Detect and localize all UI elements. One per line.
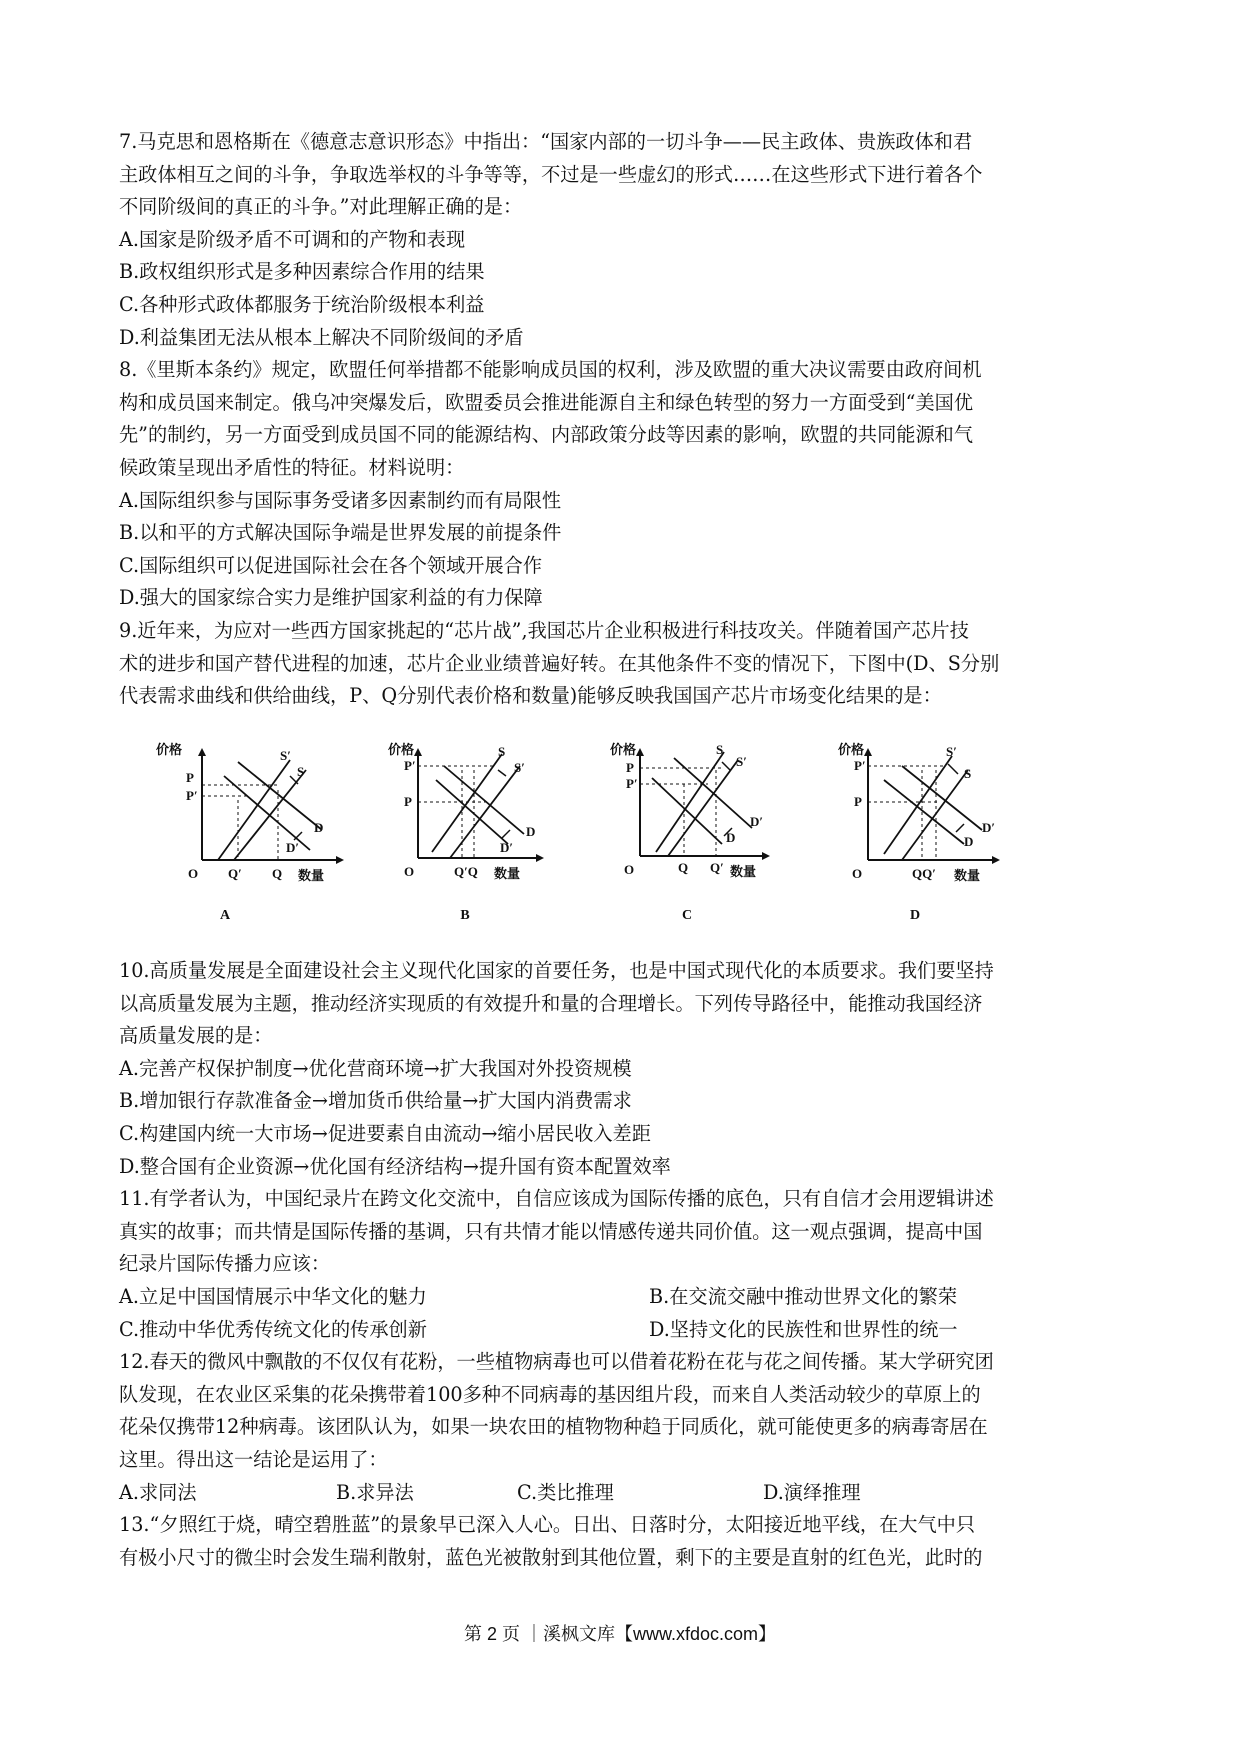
option-d: D.利益集团无法从根本上解决不同阶级间的矛盾 — [119, 325, 524, 349]
quantity-label: Q′Q — [454, 864, 478, 879]
question-text: 10.高质量发展是全面建设社会主义现代化国家的首要任务，也是中国式现代化的本质要求。我们要坚持 — [119, 959, 994, 982]
figure-caption: A — [219, 908, 231, 923]
y-axis-label: 价格 — [156, 743, 183, 758]
y-axis-label: 价格 — [388, 743, 415, 758]
figure-c — [612, 740, 812, 930]
curve-label: S — [498, 744, 506, 759]
x-axis-label: 数量 — [954, 869, 981, 884]
question-8 — [119, 354, 1119, 615]
origin-label: O — [852, 866, 863, 881]
question-7 — [119, 126, 1119, 354]
curve-label: D — [526, 824, 536, 839]
question-text: 9.近年来，为应对一些西方国家挑起的“芯片战”,我国芯片企业积极进行科技攻关。伴随着国产芯片技 — [119, 618, 969, 642]
figure-caption: B — [460, 908, 470, 923]
question-13 — [119, 1509, 1119, 1574]
figure-b-graph — [390, 740, 590, 910]
option-b: B.政权组织形式是多种因素综合作用的结果 — [119, 260, 485, 284]
curve-label: S′ — [946, 744, 957, 759]
question-text: 13.“夕照红于烧，晴空碧胜蓝”的景象早已深入人心。日出、日落时分，太阳接近地平线，在大气中只 — [119, 1513, 976, 1537]
question-text: 代表需求曲线和供给曲线，P、Q分别代表价格和数量)能够反映我国国产芯片市场变化结果的是： — [119, 684, 942, 708]
x-axis-label: 数量 — [494, 867, 521, 882]
option-c: C.类比推理 — [517, 1480, 614, 1504]
question-12 — [119, 1346, 1119, 1509]
curve-label: S′ — [736, 754, 747, 769]
question-10 — [119, 955, 1119, 1183]
question-9 — [119, 615, 1119, 713]
question-text: 12.春天的微风中飘散的不仅仅有花粉，一些植物病毒也可以借着花粉在花与花之间传播。某大学研究团 — [119, 1350, 994, 1374]
curve-label: D — [726, 830, 736, 845]
question-text: 有极小尺寸的微尘时会发生瑞利散射，蓝色光被散射到其他位置，剩下的主要是直射的红色光，此时的 — [119, 1545, 983, 1569]
question-text: 候政策呈现出矛盾性的特征。材料说明： — [119, 455, 465, 479]
question-text: 构和成员国来制定。俄乌冲突爆发后，欧盟委员会推进能源自主和绿色转型的努力一方面受到“美国优 — [119, 390, 974, 414]
option-c: C.国际组织可以促进国际社会在各个领域开展合作 — [119, 553, 543, 577]
figure-a — [150, 740, 350, 930]
quantity-label: Q — [272, 866, 283, 881]
question-11 — [119, 1183, 1119, 1346]
curve-label: D — [314, 820, 324, 835]
question-text: 11.有学者认为，中国纪录片在跨文化交流中，自信应该成为国际传播的底色，只有自信才会用逻辑讲述 — [119, 1187, 994, 1211]
price-label: P — [186, 770, 194, 785]
option-c: C.各种形式政体都服务于统治阶级根本利益 — [119, 292, 485, 316]
supply-demand-figures — [150, 740, 1110, 930]
figure-d — [840, 740, 1040, 930]
curve-label: D′ — [982, 820, 996, 835]
question-text: 花朵仅携带12种病毒。该团队认为，如果一块农田的植物物种趋于同质化，就可能使更多的病毒寄居在 — [119, 1415, 988, 1439]
question-text: 7.马克思和恩格斯在《德意志意识形态》中指出：“国家内部的一切斗争——民主政体、贵族政体和君 — [119, 130, 973, 153]
option-a: A.国际组织参与国际事务受诸多因素制约而有局限性 — [119, 488, 562, 512]
option-b: B.以和平的方式解决国际争端是世界发展的前提条件 — [119, 521, 562, 545]
page-footer: 第 2 页 ｜溪枫文库【www.xfdoc.com】 — [463, 1624, 777, 1644]
quantity-label: QQ′ — [912, 866, 936, 881]
option-d: D.强大的国家综合实力是维护国家利益的有力保障 — [119, 586, 543, 610]
option-c: C.推动中华优秀传统文化的传承创新 — [119, 1317, 427, 1341]
question-text: 不同阶级间的真正的斗争。”对此理解正确的是： — [119, 195, 523, 219]
price-label: P′ — [404, 758, 416, 773]
curve-label: D — [964, 834, 974, 849]
question-text: 这里。得出这一结论是运用了： — [119, 1447, 388, 1471]
figure-a-graph — [150, 740, 350, 910]
page-content-lower — [119, 955, 1119, 1574]
curve-label: S — [964, 766, 972, 781]
question-text: 以高质量发展为主题，推动经济实现质的有效提升和量的合理增长。下列传导路径中，能推动我国经济 — [119, 991, 983, 1015]
curve-label: S — [716, 742, 724, 757]
origin-label: O — [404, 864, 415, 879]
origin-label: O — [188, 866, 199, 881]
option-a: A.立足中国国情展示中华文化的魅力 — [119, 1284, 427, 1308]
option-d: D.演绎推理 — [763, 1480, 861, 1504]
figure-caption: C — [681, 908, 693, 923]
option-a: A.国家是阶级矛盾不可调和的产物和表现 — [119, 227, 466, 251]
question-text: 8.《里斯本条约》规定，欧盟任何举措都不能影响成员国的权利，涉及欧盟的重大决议需要由政府间机 — [119, 358, 982, 382]
curve-label: D′ — [500, 840, 514, 855]
option-c: C.构建国内统一大市场→促进要素自由流动→缩小居民收入差距 — [119, 1121, 651, 1145]
curve-label: S′ — [280, 748, 291, 763]
question-text: 主政体相互之间的斗争，争取选举权的斗争等等，不过是一些虚幻的形式……在这些形式下进行着各个 — [119, 162, 983, 186]
x-axis-label: 数量 — [730, 865, 757, 880]
quantity-label: Q′ — [710, 860, 724, 875]
curve-label: S — [297, 764, 305, 779]
option-a: A.完善产权保护制度→优化营商环境→扩大我国对外投资规模 — [119, 1056, 632, 1080]
options-row — [119, 1314, 1119, 1347]
figure-d-graph — [840, 740, 1040, 910]
figure-caption: D — [909, 908, 921, 923]
price-label: P′ — [186, 788, 198, 803]
question-text: 纪录片国际传播力应该： — [119, 1252, 331, 1276]
question-text: 真实的故事；而共情是国际传播的基调，只有共情才能以情感传递共同价值。这一观点强调，提高中国 — [119, 1219, 983, 1243]
quantity-label: Q′ — [228, 866, 242, 881]
figure-c-graph — [612, 740, 812, 910]
option-b: B.求异法 — [336, 1480, 414, 1504]
option-a: A.求同法 — [119, 1480, 197, 1504]
price-label: P — [854, 794, 862, 809]
options-row — [119, 1281, 1119, 1314]
curve-label: S′ — [514, 760, 525, 775]
x-axis-label: 数量 — [298, 869, 325, 884]
price-label: P′ — [854, 758, 866, 773]
origin-label: O — [624, 862, 635, 877]
y-axis-label: 价格 — [838, 743, 865, 758]
curve-label: D′ — [286, 840, 300, 855]
quantity-label: Q — [678, 860, 689, 875]
question-text: 先”的制约，另一方面受到成员国不同的能源结构、内部政策分歧等因素的影响，欧盟的共同能源和气 — [119, 423, 974, 447]
options-row — [119, 1477, 1119, 1510]
price-label: P — [626, 760, 634, 775]
question-text: 术的进步和国产替代进程的加速，芯片企业业绩普遍好转。在其他条件不变的情况下，下图中(D、S分别 — [119, 651, 1000, 675]
y-axis-label: 价格 — [610, 743, 637, 758]
option-b: B.在交流交融中推动世界文化的繁荣 — [649, 1284, 958, 1308]
question-text: 高质量发展的是： — [119, 1024, 273, 1048]
page-content — [119, 126, 1119, 713]
question-text: 队发现，在农业区采集的花朵携带着100多种不同病毒的基因组片段，而来自人类活动较少的草原上的 — [119, 1382, 981, 1406]
price-label: P — [404, 794, 412, 809]
option-d: D.整合国有企业资源→优化国有经济结构→提升国有资本配置效率 — [119, 1154, 671, 1178]
option-d: D.坚持文化的民族性和世界性的统一 — [649, 1317, 958, 1341]
price-label: P′ — [626, 776, 638, 791]
figure-b — [390, 740, 590, 930]
curve-label: D′ — [750, 814, 764, 829]
option-b: B.增加银行存款准备金→增加货币供给量→扩大国内消费需求 — [119, 1089, 632, 1113]
